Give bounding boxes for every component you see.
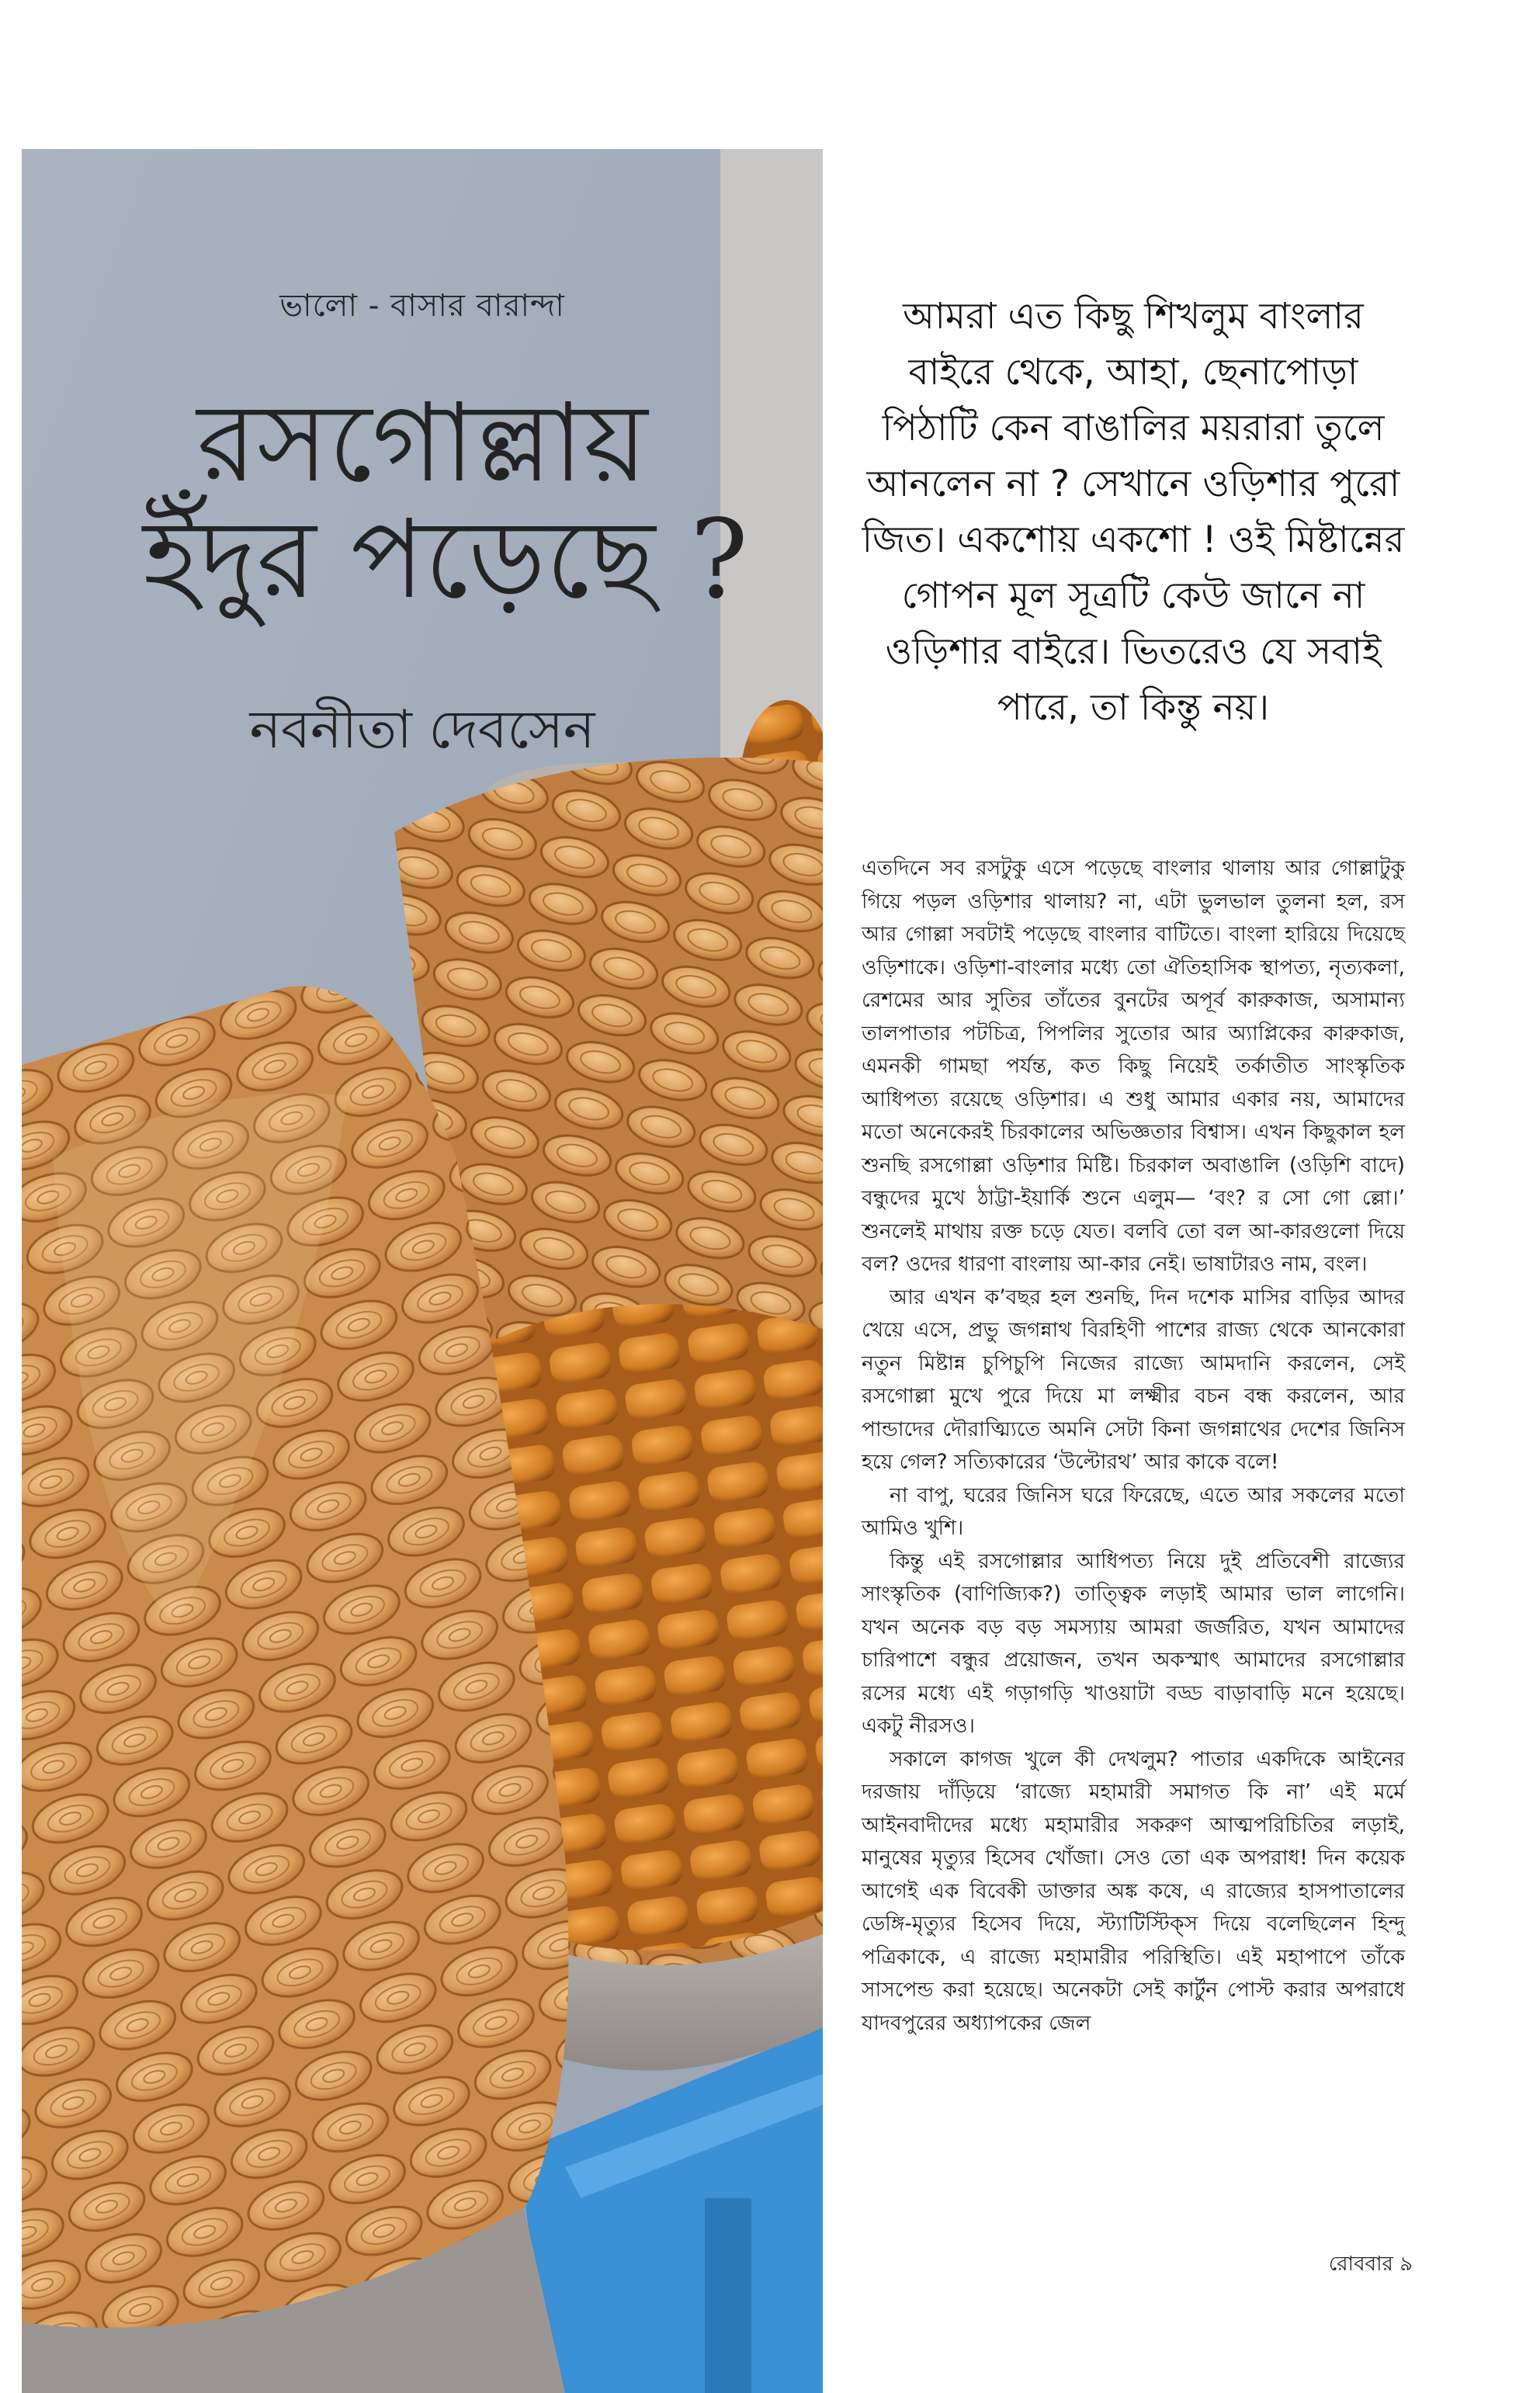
pull-quote: আমরা এত কিছু শিখলুম বাংলার বাইরে থেকে, আহা, ছেনাপোড়া পিঠাটি কেন বাঙালির ময়রারা তুলে আনলেন না ? সেখানে ওড়িশার পুরো জিত। একশোয় একশো ! ওই মিষ্টান্নের গোপন মূল সূত্রটি কেউ জানে না ওড়িশার বাইরে। ভিতরেও যে সবাই পারে, তা কিন্তু নয়। [862, 295, 1405, 729]
body-paragraph: না বাপু, ঘরের জিনিস ঘরে ফিরেছে, এতে আর সকলের মতো আমিও খুশি। [862, 1483, 1405, 1540]
page-folio: রোববার ৯ [1328, 2253, 1413, 2276]
sweets-photo [22, 149, 823, 2393]
series-label: ভালো - বাসার বারান্দা [279, 288, 565, 324]
title-line-1: রসগোল্লায় [196, 380, 648, 507]
body-paragraph: আর এখন ক’বছর হল শুনছি, দিন দশেক মাসির বাড়ির আদর খেয়ে এসে, প্রভু জগন্নাথ বিরহিণী পাশের রাজ্য থেকে আনকোরা নতুন মিষ্টান্ন চুপিচুপি নিজের রাজ্যে আমদানি করলেন, সেই রসগোল্লা মুখে পুরে দিয়ে মা লক্ষ্মীর বচন বন্ধ করলেন, আর পান্ডাদের দৌরাত্ম্যিতে অমনি সেটা কিনা জগন্নাথের দেশের জিনিস হয়ে গেল? সত্যিকারের ‘উল্টোরথ’ আর কাকে বলে! [862, 1285, 1405, 1474]
body-paragraph: সকালে কাগজ খুলে কী দেখলুম? পাতার একদিকে আইনের দরজায় দাঁড়িয়ে ‘রাজ্যে মহামারী সমাগত কি না’ এই মর্মে আইনবাদীদের মধ্যে মহামারীর সকরুণ আত্মপরিচিতির লড়াই, মানুষের মৃত্যুর হিসেব খোঁজা। সেও তো এক অপরাধ! দিন কয়েক আগেই এক বিবেকী ডাক্তার অঙ্ক কষে, এ রাজ্যের হাসপাতালের ডেঙ্গি-মৃত্যুর হিসেব দিয়ে, স্ট্যাটিস্টিক্‌স দিয়ে বলেছিলেন হিন্দু পত্রিকাকে, এ রাজ্যে মহামারীর পরিস্থিতি। এই মহাপাপে তাঁকে সাসপেন্ড করা হয়েছে। অনেকটা সেই কার্টুন পোস্ট করার অপরাধে যাদবপুরের অধ্যাপকের জেল [862, 1746, 1405, 2035]
article-body [862, 852, 1405, 2040]
body-paragraph: কিন্তু এই রসগোল্লার আধিপত্য নিয়ে দুই প্রতিবেশী রাজ্যের সাংস্কৃতিক (বাণিজ্যিক?) তাত্ত্বিক লড়াই আমার ভাল লাগেনি। যখন অনেক বড় বড় সমস্যায় আমরা জর্জরিত, যখন আমাদের চারিপাশে বন্ধুর প্রয়োজন, তখন অকস্মাৎ আমাদের রসগোল্লার রসের মধ্যে এই গড়াগড়ি খাওয়াটা বড্ড বাড়াবাড়ি মনে হয়েছে। একটু নীরসও। [862, 1549, 1405, 1738]
title-line-2: ইঁদুর পড়েছে ? [143, 497, 748, 623]
author-byline: নবনীতা দেবসেন [249, 699, 595, 761]
body-paragraph: এতদিনে সব রসটুকু এসে পড়েছে বাংলার থালায় আর গোল্লাটুকু গিয়ে পড়ল ওড়িশার থালায়? না, এটা ভুলভাল তুলনা হল, রস আর গোল্লা সবটাই পড়েছে বাংলার বাটিতে। বাংলা হারিয়ে দিয়েছে ওড়িশাকে। ওড়িশা-বাংলার মধ্যে তো ঐতিহাসিক স্থাপত্য, নৃত্যকলা, রেশমের আর সুতির তাঁতের বুনটের অপূর্ব কারুকাজ, অসামান্য তালপাতার পটচিত্র, পিপলির সুতোর আর অ্যাপ্লিকের কারুকাজ, এমনকী গামছা পর্যন্ত, কত কিছু নিয়েই তর্কাতীত সাংস্কৃতিক আধিপত্য রয়েছে ওড়িশার। এ শুধু আমার একার নয়, আমাদের মতো অনেকেরই চিরকালের অভিজ্ঞতার বিশ্বাস। এখন কিছুকাল হল শুনছি রসগোল্লা ওড়িশার মিষ্টি। চিরকাল অবাঙালি (ওড়িশি বাদে) বন্ধুদের মুখে ঠাট্টা-ইয়ার্কি শুনে এলুম— ‘বং? র সো গো ল্লো।’ শুনলেই মাথায় রক্ত চড়ে যেত। বলবি তো বল আ-কারগুলো দিয়ে বল? ওদের ধারণা বাংলায় আ-কার নেই। ভাষাটারও নাম, বংল। [862, 856, 1405, 1276]
